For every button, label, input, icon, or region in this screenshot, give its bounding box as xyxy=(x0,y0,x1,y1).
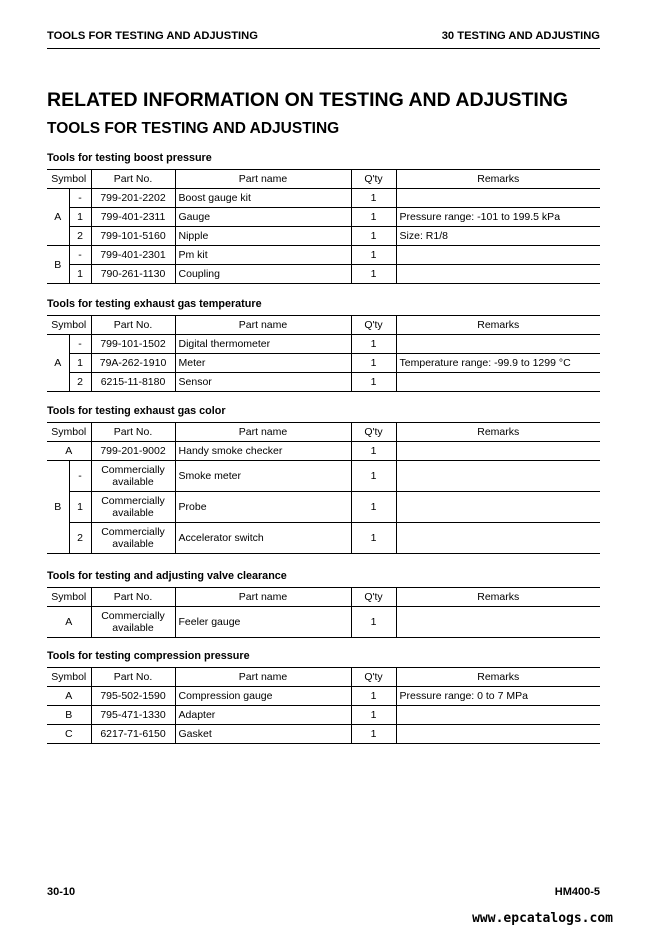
qty-cell: 1 xyxy=(351,373,396,392)
col-part-name: Part name xyxy=(175,316,351,335)
watermark-url: www.epcatalogs.com xyxy=(472,911,613,926)
remarks-cell xyxy=(396,442,600,461)
table-row xyxy=(47,354,600,373)
col-qty: Q'ty xyxy=(351,316,396,335)
remarks-cell xyxy=(396,492,600,523)
sub-cell: 1 xyxy=(69,265,91,284)
part-name-cell: Digital thermometer xyxy=(175,335,351,354)
sub-cell: 2 xyxy=(69,523,91,554)
col-remarks: Remarks xyxy=(396,170,600,189)
remarks-cell xyxy=(396,725,600,744)
sub-cell: 1 xyxy=(69,354,91,373)
part-no-cell: 795-471-1330 xyxy=(91,706,175,725)
remarks-cell: Pressure range: -101 to 199.5 kPa xyxy=(396,208,600,227)
part-no-cell: Commercially available xyxy=(91,523,175,554)
table-row xyxy=(47,246,600,265)
symbol-cell: A xyxy=(47,442,91,461)
table-boost-pressure xyxy=(47,169,600,284)
symbol-cell: B xyxy=(47,461,69,554)
section-title-exhaust-color: Tools for testing exhaust gas color xyxy=(47,405,226,417)
part-name-cell: Nipple xyxy=(175,227,351,246)
part-no-cell: 799-201-9002 xyxy=(91,442,175,461)
table-header-row xyxy=(47,316,600,335)
col-part-no: Part No. xyxy=(91,170,175,189)
part-no-cell: 799-101-1502 xyxy=(91,335,175,354)
qty-cell: 1 xyxy=(351,246,396,265)
table-header-row xyxy=(47,170,600,189)
col-part-no: Part No. xyxy=(91,316,175,335)
remarks-cell xyxy=(396,189,600,208)
header-chapter-title: 30 TESTING AND ADJUSTING xyxy=(441,30,600,42)
table-row xyxy=(47,687,600,706)
col-qty: Q'ty xyxy=(351,668,396,687)
qty-cell: 1 xyxy=(351,442,396,461)
qty-cell: 1 xyxy=(351,687,396,706)
table-row xyxy=(47,189,600,208)
section-title-boost-pressure: Tools for testing boost pressure xyxy=(47,152,212,164)
part-name-cell: Accelerator switch xyxy=(175,523,351,554)
remarks-cell xyxy=(396,607,600,638)
qty-cell: 1 xyxy=(351,208,396,227)
section-title-compression-pressure: Tools for testing compression pressure xyxy=(47,650,250,662)
col-remarks: Remarks xyxy=(396,588,600,607)
col-part-no: Part No. xyxy=(91,668,175,687)
table-row xyxy=(47,706,600,725)
table-row xyxy=(47,725,600,744)
col-part-no: Part No. xyxy=(91,423,175,442)
col-symbol: Symbol xyxy=(47,423,91,442)
part-no-cell: 795-502-1590 xyxy=(91,687,175,706)
part-no-cell: 799-201-2202 xyxy=(91,189,175,208)
table-exhaust-temperature xyxy=(47,315,600,392)
table-header-row xyxy=(47,588,600,607)
table-row xyxy=(47,335,600,354)
sub-cell: 2 xyxy=(69,227,91,246)
col-part-name: Part name xyxy=(175,668,351,687)
symbol-cell: B xyxy=(47,246,69,284)
page-title: RELATED INFORMATION ON TESTING AND ADJUSTING xyxy=(47,89,569,111)
section-title-valve-clearance: Tools for testing and adjusting valve clearance xyxy=(47,570,287,582)
qty-cell: 1 xyxy=(351,725,396,744)
symbol-cell: C xyxy=(47,725,91,744)
table-row xyxy=(47,442,600,461)
qty-cell: 1 xyxy=(351,523,396,554)
col-remarks: Remarks xyxy=(396,316,600,335)
sub-cell: - xyxy=(69,461,91,492)
remarks-cell xyxy=(396,373,600,392)
remarks-cell xyxy=(396,523,600,554)
part-name-cell: Pm kit xyxy=(175,246,351,265)
part-no-cell: 799-401-2311 xyxy=(91,208,175,227)
sub-cell: - xyxy=(69,189,91,208)
page-subtitle: TOOLS FOR TESTING AND ADJUSTING xyxy=(47,120,340,137)
part-name-cell: Compression gauge xyxy=(175,687,351,706)
table-row xyxy=(47,461,600,492)
part-name-cell: Feeler gauge xyxy=(175,607,351,638)
part-name-cell: Smoke meter xyxy=(175,461,351,492)
col-part-no: Part No. xyxy=(91,588,175,607)
part-no-cell: 799-401-2301 xyxy=(91,246,175,265)
symbol-cell: A xyxy=(47,687,91,706)
symbol-cell: A xyxy=(47,607,91,638)
table-row xyxy=(47,227,600,246)
table-row xyxy=(47,208,600,227)
qty-cell: 1 xyxy=(351,189,396,208)
sub-cell: 1 xyxy=(69,492,91,523)
machine-model: HM400-5 xyxy=(554,886,600,898)
remarks-cell xyxy=(396,461,600,492)
remarks-cell xyxy=(396,706,600,725)
symbol-cell: B xyxy=(47,706,91,725)
table-header-row xyxy=(47,668,600,687)
symbol-cell: A xyxy=(47,335,69,392)
part-no-cell: Commercially available xyxy=(91,461,175,492)
qty-cell: 1 xyxy=(351,335,396,354)
sub-cell: - xyxy=(69,246,91,265)
col-part-name: Part name xyxy=(175,423,351,442)
part-no-cell: 6215-11-8180 xyxy=(91,373,175,392)
table-header-row xyxy=(47,423,600,442)
qty-cell: 1 xyxy=(351,607,396,638)
part-name-cell: Boost gauge kit xyxy=(175,189,351,208)
qty-cell: 1 xyxy=(351,265,396,284)
table-row xyxy=(47,607,600,638)
remarks-cell xyxy=(396,335,600,354)
table-row xyxy=(47,265,600,284)
part-name-cell: Gauge xyxy=(175,208,351,227)
part-name-cell: Adapter xyxy=(175,706,351,725)
qty-cell: 1 xyxy=(351,706,396,725)
part-name-cell: Coupling xyxy=(175,265,351,284)
part-no-cell: 799-101-5160 xyxy=(91,227,175,246)
col-part-name: Part name xyxy=(175,170,351,189)
header-section-title: TOOLS FOR TESTING AND ADJUSTING xyxy=(47,30,258,42)
qty-cell: 1 xyxy=(351,354,396,373)
table-exhaust-color xyxy=(47,422,600,554)
col-qty: Q'ty xyxy=(351,423,396,442)
part-no-cell: 79A-262-1910 xyxy=(91,354,175,373)
symbol-cell: A xyxy=(47,189,69,246)
sub-cell: 2 xyxy=(69,373,91,392)
qty-cell: 1 xyxy=(351,492,396,523)
qty-cell: 1 xyxy=(351,461,396,492)
qty-cell: 1 xyxy=(351,227,396,246)
col-qty: Q'ty xyxy=(351,588,396,607)
sub-cell: - xyxy=(69,335,91,354)
part-no-cell: 6217-71-6150 xyxy=(91,725,175,744)
col-symbol: Symbol xyxy=(47,316,91,335)
table-compression-pressure xyxy=(47,667,600,744)
col-symbol: Symbol xyxy=(47,668,91,687)
part-name-cell: Probe xyxy=(175,492,351,523)
part-no-cell: 790-261-1130 xyxy=(91,265,175,284)
table-row xyxy=(47,373,600,392)
remarks-cell: Pressure range: 0 to 7 MPa xyxy=(396,687,600,706)
col-part-name: Part name xyxy=(175,588,351,607)
remarks-cell: Temperature range: -99.9 to 1299 °C xyxy=(396,354,600,373)
col-remarks: Remarks xyxy=(396,668,600,687)
part-name-cell: Sensor xyxy=(175,373,351,392)
part-no-cell: Commercially available xyxy=(91,492,175,523)
remarks-cell xyxy=(396,246,600,265)
col-symbol: Symbol xyxy=(47,588,91,607)
sub-cell: 1 xyxy=(69,208,91,227)
col-symbol: Symbol xyxy=(47,170,91,189)
col-remarks: Remarks xyxy=(396,423,600,442)
remarks-cell xyxy=(396,265,600,284)
page-header xyxy=(47,30,600,49)
table-valve-clearance xyxy=(47,587,600,638)
part-name-cell: Gasket xyxy=(175,725,351,744)
remarks-cell: Size: R1/8 xyxy=(396,227,600,246)
table-row xyxy=(47,523,600,554)
section-title-exhaust-temperature: Tools for testing exhaust gas temperature xyxy=(47,298,262,310)
page-number: 30-10 xyxy=(47,886,76,898)
table-row xyxy=(47,492,600,523)
part-name-cell: Handy smoke checker xyxy=(175,442,351,461)
col-qty: Q'ty xyxy=(351,170,396,189)
part-name-cell: Meter xyxy=(175,354,351,373)
part-no-cell: Commercially available xyxy=(91,607,175,638)
